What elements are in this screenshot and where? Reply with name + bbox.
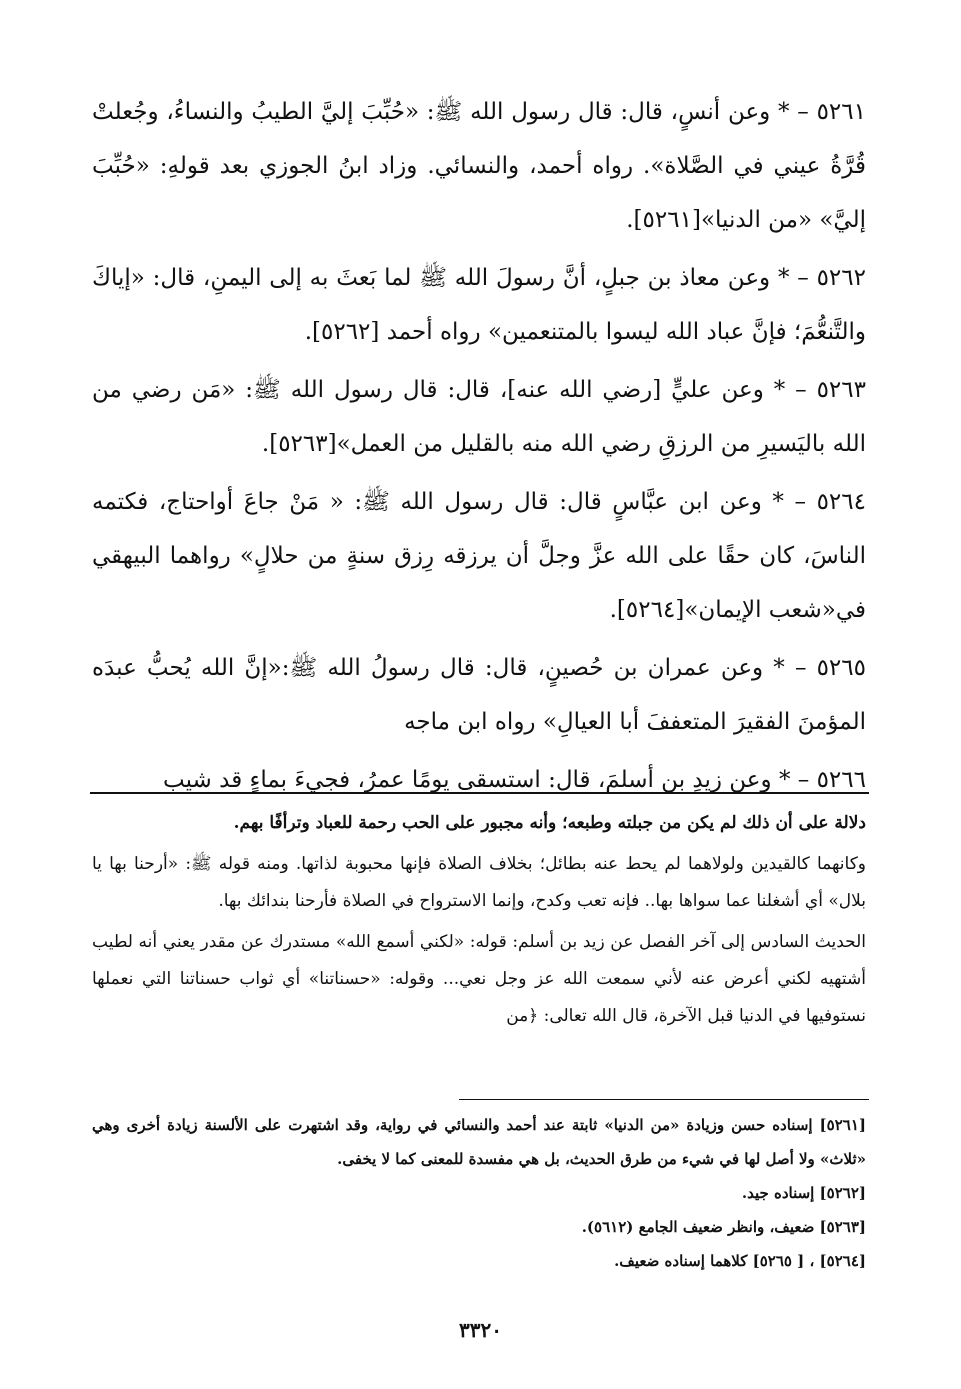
page-number: ٣٣٢٠ [459, 1318, 502, 1342]
footnote-5264-5265: [٥٢٦٤] ، [ ٥٢٦٥] كلاهما إسناده ضعيف. [614, 1252, 866, 1270]
footnotes-section [92, 1108, 866, 1278]
hadith-5261: ٥٢٦١ – * وعن أنسٍ، قال: قال رسول الله ﷺ: «حُبِّبَ إليَّ الطيبُ والنساءُ، وجُعلتْ قُرَّةُ عيني في الصَّلاة». رواه أحمد، والنسائي. وزاد ابنُ الجوزي بعد قولهِ: «حُبِّبَ إليَّ» «من الدنيا»[٥٢٦١]. [92, 99, 866, 233]
commentary-paragraph: دلالة على أن ذلك لم يكن من جبلته وطبعه؛ وأنه مجبور على الحب رحمة للعباد وترأفًا بهم. [233, 813, 866, 833]
footnote-5262: [٥٢٦٢] إسناده جيد. [741, 1184, 866, 1202]
commentary-paragraph: الحديث السادس إلى آخر الفصل عن زيد بن أسلم: قوله: «لكني أسمع الله» مستدرك عن مقدر يعني أنه لطيب أشتهيه لكني أعرض عنه لأني سمعت الله عز وجل نعي... وقوله: «حسناتنا» أي ثواب حسناتنا التي نعملها نستوفيها في الدنيا قبل الآخرة، قال الله تعالى: ﴿من [92, 932, 866, 1026]
footnotes-divider [459, 1099, 869, 1100]
footnote-5261: [٥٢٦١] إسناده حسن وزيادة «من الدنيا» ثابتة عند أحمد والنسائي في رواية، وقد اشتهرت على الألسنة زيادة أخرى وهي «ثلاث» ولا أصل لها في شيء من طرق الحديث، بل هي مفسدة للمعنى كما لا يخفى. [92, 1116, 866, 1168]
commentary-divider [90, 792, 869, 794]
hadith-5265: ٥٢٦٥ – * وعن عمران بن حُصينٍ، قال: قال رسولُ الله ﷺ:«إنَّ الله يُحبُّ عبدَه المؤمنَ الفقيرَ المتعففَ أبا العيالِ» رواه ابن ماجه [92, 655, 866, 735]
footnote-5263: [٥٢٦٣] ضعيف، وانظر ضعيف الجامع (٥٦١٢). [581, 1218, 866, 1236]
commentary-section [92, 805, 866, 1039]
hadith-5264: ٥٢٦٤ – * وعن ابن عبَّاسٍ قال: قال رسول الله ﷺ: « مَنْ جاعَ أواحتاج، فكتمه الناسَ، كان حقًا على الله عزَّ وجلَّ أن يرزقه رِزق سنةٍ من حلالٍ» رواهما البيهقي في«شعب الإيمان»[٥٢٦٤]. [92, 489, 866, 623]
hadith-5263: ٥٢٦٣ – * وعن عليٍّ [رضي الله عنه]، قال: قال رسول الله ﷺ: «مَن رضي من الله باليَسيرِ من الرزقِ رضي الله منه بالقليل من العمل»[٥٢٦٣]. [92, 377, 866, 457]
hadith-5266: ٥٢٦٦ – * وعن زيدِ بن أسلمَ، قال: استسقى يومًا عمرُ، فجيءَ بماءٍ قد شيب [163, 767, 866, 793]
commentary-paragraph: وكانهما كالقيدين ولولاهما لم يحط عنه بطائل؛ بخلاف الصلاة فإنها محبوبة لذاتها. ومنه قوله ﷺ: «أرحنا بها يا بلال» أي أشغلنا عما سواها بها.. فإنه تعب وكدح، وإنما الاسترواح في الصلاة فأرحنا بندائك بها. [92, 854, 866, 911]
hadith-5262: ٥٢٦٢ – * وعن معاذ بن جبلٍ، أنَّ رسولَ الله ﷺ لما بَعثَ به إلى اليمنِ، قال: «إياكَ والتَّنعُّمَ؛ فإنَّ عباد الله ليسوا بالمتنعمين» رواه أحمد [٥٢٦٢]. [92, 265, 866, 345]
hadith-section [92, 85, 866, 811]
